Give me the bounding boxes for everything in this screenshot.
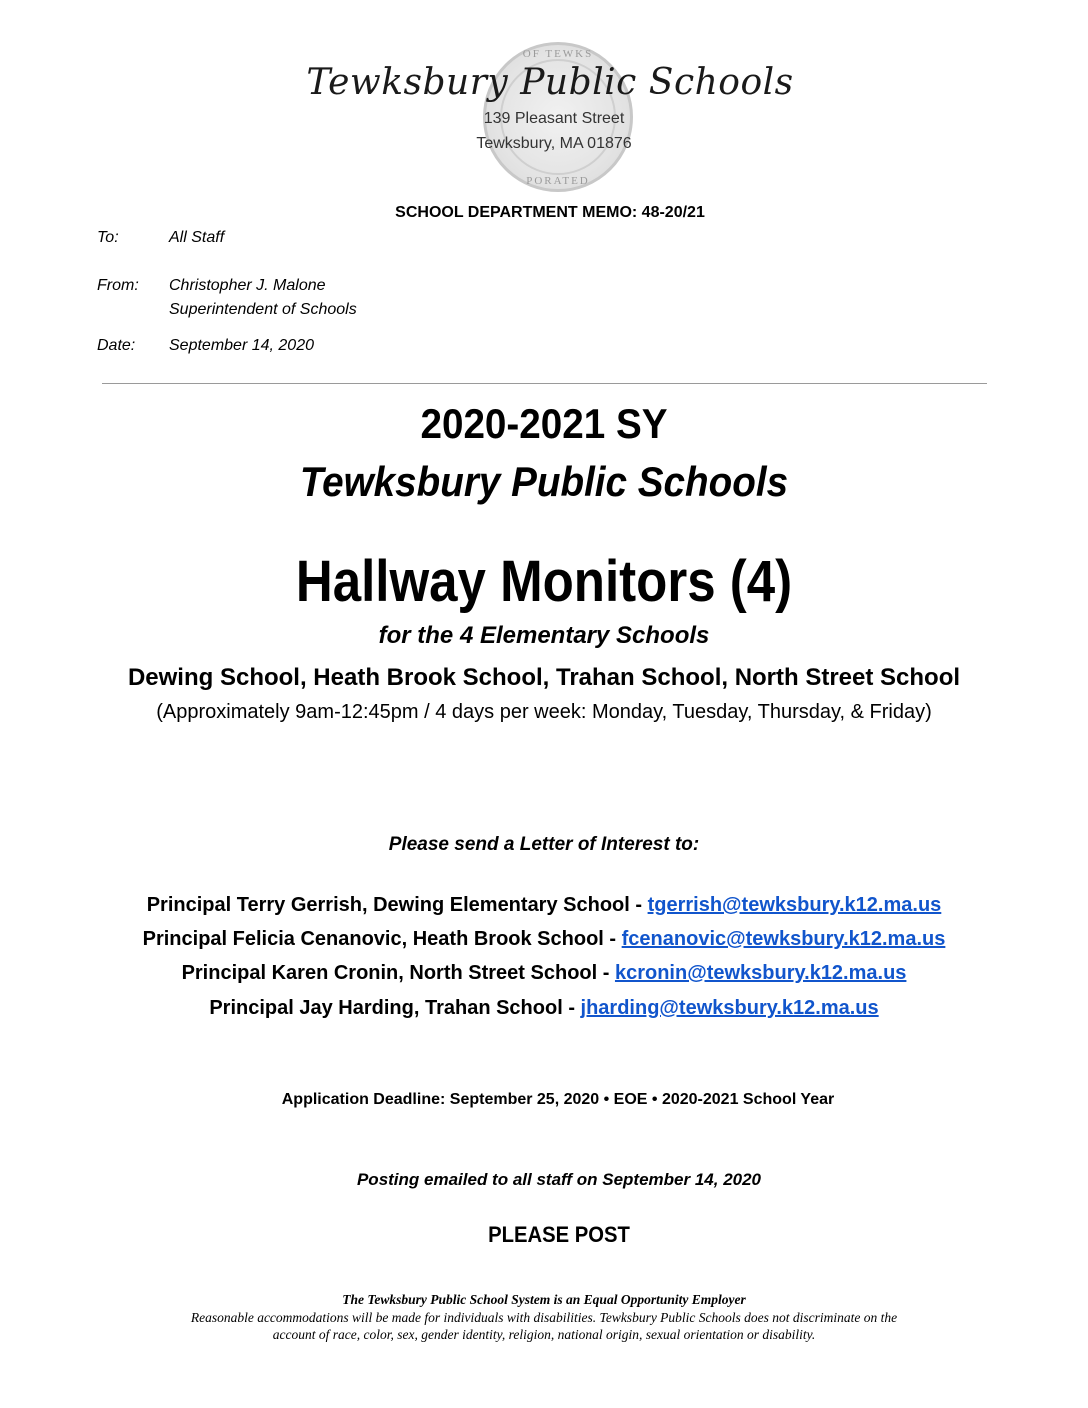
contact-text: Principal Felicia Cenanovic, Heath Brook School - [142,928,622,950]
memo-to-label: To: [97,229,119,246]
letterhead-address-line2: Tewksbury, MA 01876 [476,135,632,152]
seal-text-bottom: PORATED [526,175,590,187]
footer-accommodations: Reasonable accommodations will be made for individuals with disabilities. Tewksbury Public Schools does not discriminate on the [190,1310,898,1325]
email-link-cenanovic[interactable]: fcenanovic@tewksbury.k12.ma.us [621,928,946,950]
footer-nondiscrimination: account of race, color, sex, gender identity, religion, national origin, sexual orientation or disability. [272,1327,816,1342]
contact-text: Principal Jay Harding, Trahan School - [209,997,581,1019]
contact-row [0,962,1088,985]
contact-row [0,997,1088,1020]
district-heading: Tewksbury Public Schools [299,458,789,505]
memo-from-name: Christopher J. Malone [169,277,326,294]
memo-date-value: September 14, 2020 [169,337,314,354]
letterhead-title: Tewksbury Public Schools [306,62,794,103]
work-hours: (Approximately 9am-12:45pm / 4 days per week: Monday, Tuesday, Thursday, & Friday) [156,701,932,723]
school-year-heading: 2020-2021 SY [420,400,668,447]
contact-text: Principal Karen Cronin, North Street School - [181,962,615,984]
contact-text: Principal Terry Gerrish, Dewing Elementary School - [146,894,648,916]
memo-id: SCHOOL DEPARTMENT MEMO: 48-20/21 [395,204,705,221]
application-deadline: Application Deadline: September 25, 2020 • EOE • 2020-2021 School Year [281,1091,835,1108]
header-divider [102,383,987,384]
email-link-gerrish[interactable]: tgerrish@tewksbury.k12.ma.us [647,894,942,916]
position-subtitle: for the 4 Elementary Schools [378,622,710,649]
memo-to-value: All Staff [169,229,225,246]
posting-note: Posting emailed to all staff on September 14, 2020 [356,1170,762,1189]
contact-intro: Please send a Letter of Interest to: [388,834,700,855]
letterhead-address-line1: 139 Pleasant Street [483,110,625,127]
position-title: Hallway Monitors (4) [295,549,793,614]
footer-eoe: The Tewksbury Public School System is an Equal Opportunity Employer [342,1292,746,1307]
contact-row [0,894,1088,917]
please-post: PLEASE POST [488,1222,630,1247]
email-link-harding[interactable]: jharding@tewksbury.k12.ma.us [580,997,879,1019]
memo-from-label: From: [97,277,139,294]
memo-from-title: Superintendent of Schools [169,301,357,318]
schools-list: Dewing School, Heath Brook School, Trahan School, North Street School [127,664,961,691]
email-link-cronin[interactable]: kcronin@tewksbury.k12.ma.us [614,962,907,984]
seal-text-top: OF TEWKS [522,48,594,60]
contact-row [0,928,1088,951]
memo-date-label: Date: [97,337,136,354]
